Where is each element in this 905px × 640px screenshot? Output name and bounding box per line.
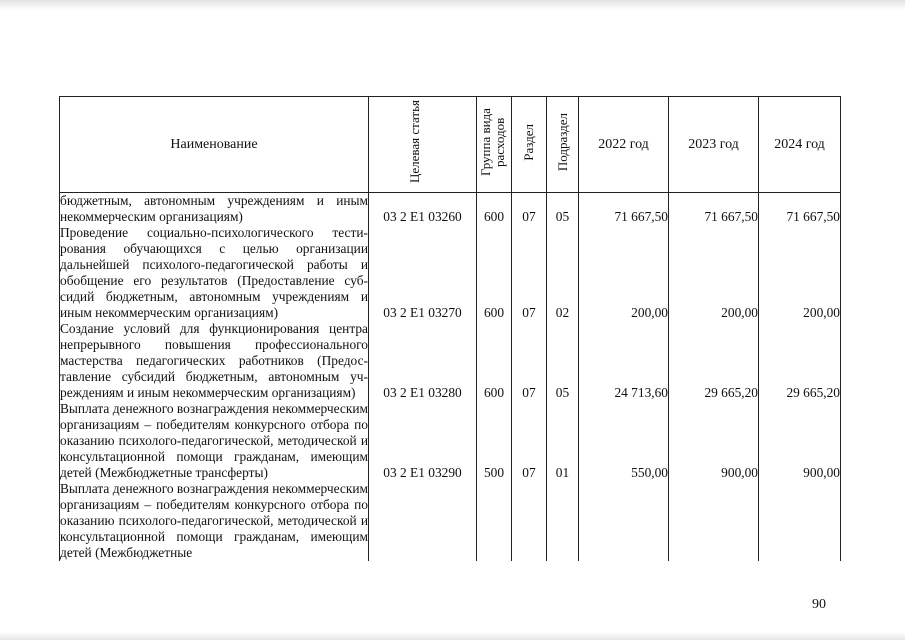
row-name: Создание условий для функционирования центра непрерывного повышения профессионального мастерства педагогических работников (Предоставление субсидий бюджетным, автономным учреждениям и иным некоммерческим организациям) [60, 321, 368, 400]
row-expense-group: 600 [477, 193, 512, 226]
row-name-continued: Выплата денежного вознаграждения некоммерческим организациям – победителям конкурсного отбора по оказанию психолого-педагогической, методической и консультационной помощи гражданам, имеющим детей (Межбюджетные [60, 481, 368, 560]
header-year-2022: 2022 год [579, 97, 669, 193]
row-name: бюджетным, автономным учреждениям и иным некоммерческим организациям) [60, 193, 368, 224]
row-expense-group [477, 481, 512, 561]
row-amount-2023: 200,00 [669, 225, 759, 321]
row-amount-2022: 24 713,60 [579, 321, 669, 401]
row-name: Проведение социально-психологического тестирования обучающихся с целью организации дальнейшей психолого-педагогической работы и обобщение его результатов (Предоставление субсидий бюджетным, автономным учреждениям и иным некоммерческим организациям) [60, 225, 368, 320]
table-header-row [60, 97, 841, 193]
table-row-continued [60, 481, 841, 561]
scan-top-edge [0, 0, 905, 10]
row-amount-2023: 71 667,50 [669, 193, 759, 226]
header-name: Наименование [60, 97, 369, 193]
row-target-code: 03 2 Е1 03260 [369, 193, 477, 226]
row-amount-2024: 200,00 [759, 225, 841, 321]
row-amount-2024: 29 665,20 [759, 321, 841, 401]
row-section: 07 [512, 193, 547, 226]
row-section: 07 [512, 401, 547, 481]
header-expense-group: Группа вида расходов [477, 97, 512, 193]
row-amount-2024: 71 667,50 [759, 193, 841, 226]
row-target-code: 03 2 Е1 03290 [369, 401, 477, 481]
scan-bottom-edge [0, 632, 905, 640]
table-row [60, 193, 841, 226]
row-target-code [369, 481, 477, 561]
row-expense-group: 600 [477, 225, 512, 321]
row-amount-2023: 29 665,20 [669, 321, 759, 401]
row-subsection: 01 [547, 401, 579, 481]
header-year-2023: 2023 год [669, 97, 759, 193]
row-subsection [547, 481, 579, 561]
header-target-article: Целевая статья [369, 97, 477, 193]
budget-table [59, 96, 841, 561]
row-amount-2024: 900,00 [759, 401, 841, 481]
row-amount-2023: 900,00 [669, 401, 759, 481]
row-amount-2023 [669, 481, 759, 561]
table-row [60, 401, 841, 481]
row-subsection: 05 [547, 321, 579, 401]
row-target-code: 03 2 Е1 03270 [369, 225, 477, 321]
table-row [60, 321, 841, 401]
row-section: 07 [512, 225, 547, 321]
row-expense-group: 600 [477, 321, 512, 401]
row-amount-2022: 550,00 [579, 401, 669, 481]
row-amount-2022 [579, 481, 669, 561]
row-amount-2024 [759, 481, 841, 561]
row-section: 07 [512, 321, 547, 401]
row-target-code: 03 2 Е1 03280 [369, 321, 477, 401]
row-subsection: 05 [547, 193, 579, 226]
row-amount-2022: 71 667,50 [579, 193, 669, 226]
row-name: Выплата денежного вознаграждения некоммерческим организациям – победителям конкурсного отбора по оказанию психолого-педагогической, методической и консультационной помощи гражданам, имеющим детей (Межбюджетные трансферты) [60, 401, 368, 480]
header-year-2024: 2024 год [759, 97, 841, 193]
header-section: Раздел [512, 97, 547, 193]
header-subsection: Подраздел [547, 97, 579, 193]
row-section [512, 481, 547, 561]
row-subsection: 02 [547, 225, 579, 321]
row-expense-group: 500 [477, 401, 512, 481]
table-row [60, 225, 841, 321]
page-number: 90 [812, 597, 826, 612]
row-amount-2022: 200,00 [579, 225, 669, 321]
